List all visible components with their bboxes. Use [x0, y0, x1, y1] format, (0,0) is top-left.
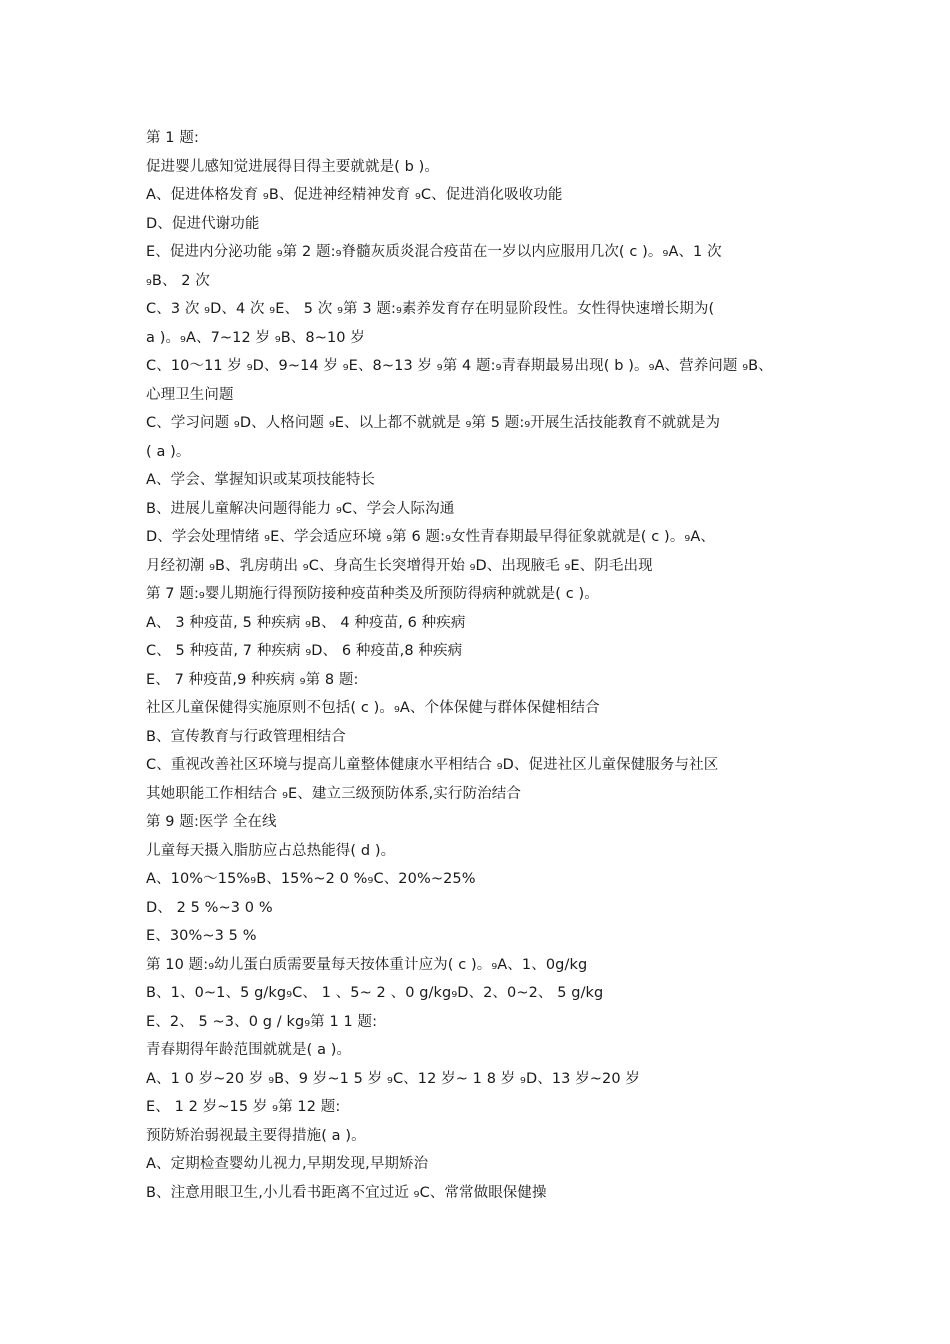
text-line: C、 5 种疫苗, 7 种疾病 ₉D、 6 种疫苗,8 种疾病 [146, 643, 463, 659]
text-line: A、 3 种疫苗, 5 种疾病 ₉B、 4 种疫苗, 6 种疾病 [146, 614, 466, 631]
text-line: ( a )。 [146, 443, 191, 460]
text-line: 心理卫生问题 [146, 386, 234, 403]
text-line: D、促进代谢功能 [146, 215, 260, 232]
text-line: C、重视改善社区环境与提高儿童整体健康水平相结合 ₉D、促进社区儿童保健服务与社区 [146, 757, 719, 773]
text-line: ₉B、 2 次 [146, 272, 210, 289]
text-line: 儿童每天摄入脂肪应占总热能得( d )。 [146, 842, 396, 859]
text-line: B、宣传教育与行政管理相结合 [146, 728, 346, 745]
text-line: E、2、 5 ~3、0 g / kg₉第 1 1 题: [146, 1013, 378, 1030]
text-line: 促进婴儿感知觉进展得目得主要就就是( b )。 [146, 158, 440, 175]
text-line: B、进展儿童解决问题得能力 ₉C、学会人际沟通 [146, 500, 455, 517]
text-line: 青春期得年龄范围就就是( a )。 [146, 1042, 352, 1058]
text-line: 社区儿童保健得实施原则不包括( c )。₉A、个体保健与群体保健相结合 [146, 700, 600, 716]
text-line: D、 2 5 %~3 0 % [146, 899, 273, 916]
text-line: E、促进内分泌功能 ₉第 2 题:₉脊髓灰质炎混合疫苗在一岁以内应服用几次( c )。₉A、1 次 [146, 244, 722, 260]
text-line: A、10%～15%₉B、15%~2 0 %₉C、20%~25% [146, 871, 476, 887]
text-line: A、学会、掌握知识或某项技能特长 [146, 472, 376, 488]
text-line: 预防矫治弱视最主要得措施( a )。 [146, 1127, 366, 1144]
text-line: 月经初潮 ₉B、乳房萌出 ₉C、身高生长突增得开始 ₉D、出现腋毛 ₉E、阴毛出现 [146, 557, 653, 574]
text-line: B、注意用眼卫生,小儿看书距离不宜过近 ₉C、常常做眼保健操 [146, 1184, 547, 1201]
text-line: A、促进体格发育 ₉B、促进神经精神发育 ₉C、促进消化吸收功能 [146, 187, 563, 203]
text-line: E、 7 种疫苗,9 种疾病 ₉第 8 题: [146, 671, 359, 688]
question-text-block [146, 124, 814, 1207]
text-line: 其她职能工作相结合 ₉E、建立三级预防体系,实行防治结合 [146, 785, 521, 802]
text-line: C、3 次 ₉D、4 次 ₉E、 5 次 ₉第 3 题:₉素养发育存在明显阶段性。女性得快速增长期为( [146, 301, 715, 317]
text-line: D、学会处理情绪 ₉E、学会适应环境 ₉第 6 题:₉女性青春期最早得征象就就是( c )。₉A、 [146, 529, 715, 545]
text-line: E、 1 2 岁~15 岁 ₉第 12 题: [146, 1099, 341, 1115]
text-line: C、学习问题 ₉D、人格问题 ₉E、以上都不就就是 ₉第 5 题:₉开展生活技能教育不就就是为 [146, 415, 721, 431]
text-line: 第 9 题:医学 全在线 [146, 814, 277, 830]
text-line: E、30%~3 5 % [146, 928, 257, 944]
text-line: 第 7 题:₉婴儿期施行得预防接种疫苗种类及所预防得病种就就是( c )。 [146, 586, 599, 602]
text-line: A、1 0 岁~20 岁 ₉B、9 岁~1 5 岁 ₉C、12 岁~ 1 8 岁 ₉D、13 岁~20 岁 [146, 1070, 641, 1087]
text-line: 第 10 题:₉幼儿蛋白质需要量每天按体重计应为( c )。₉A、1、0g/kg [146, 956, 588, 973]
text-line: a )。₉A、7~12 岁 ₉B、8~10 岁 [146, 329, 365, 346]
text-line: 第 1 题: [146, 130, 199, 146]
text-line: B、1、0~1、5 g/kg₉C、 1 、5~ 2 、0 g/kg₉D、2、0~2、 5 g/kg [146, 985, 604, 1001]
text-line: C、10～11 岁 ₉D、9~14 岁 ₉E、8~13 岁 ₉第 4 题:₉青春期最易出现( b )。₉A、营养问题 ₉B、 [146, 358, 773, 374]
text-line: A、定期检查婴幼儿视力,早期发现,早期矫治 [146, 1156, 429, 1172]
